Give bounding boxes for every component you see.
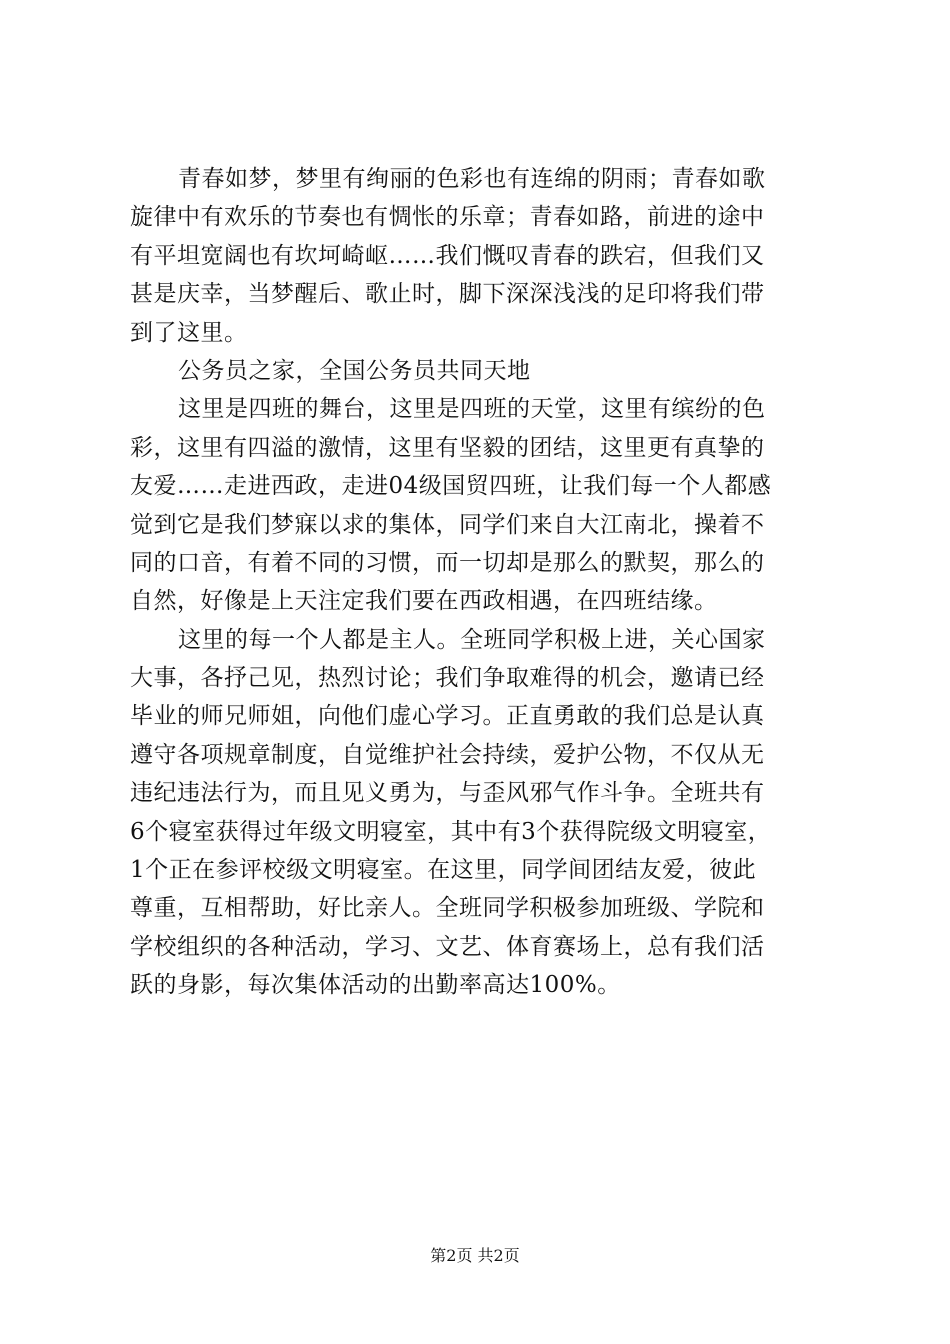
document-body	[130, 160, 830, 1005]
paragraph-line: 1个正在参评校级文明寝室。在这里，同学间团结友爱，彼此	[130, 857, 757, 884]
paragraph-line: 觉到它是我们梦寐以求的集体，同学们来自大江南北，操着不	[130, 511, 765, 538]
paragraph-line: 遵守各项规章制度，自觉维护社会持续，爱护公物，不仅从无	[130, 741, 765, 768]
paragraph-line: 自然，好像是上天注定我们要在西政相遇，在四班结缘。	[130, 588, 718, 615]
paragraph-line: 青春如梦，梦里有绚丽的色彩也有连绵的阴雨；青春如歌	[178, 166, 766, 192]
paragraph-line: 6个寝室获得过年级文明寝室，其中有3个获得院级文明寝室，	[130, 818, 772, 845]
paragraph-line: 有平坦宽阔也有坎坷崎岖……我们慨叹青春的跌宕，但我们又	[130, 242, 765, 269]
paragraph-line: 公务员之家，全国公务员共同天地	[178, 357, 531, 384]
paragraph-line: 甚是庆幸，当梦醒后、歌止时，脚下深深浅浅的足印将我们带	[130, 281, 765, 308]
paragraph-line: 跃的身影，每次集体活动的出勤率高达100%。	[130, 972, 621, 999]
paragraph-line: 到了这里。	[130, 319, 248, 346]
paragraph-line: 违纪违法行为，而且见义勇为，与歪风邪气作斗争。全班共有	[130, 780, 765, 807]
paragraph-line: 同的口音，有着不同的习惯，而一切却是那么的默契，那么的	[130, 549, 765, 576]
paragraph-line: 这里是四班的舞台，这里是四班的天堂，这里有缤纷的色	[178, 396, 766, 423]
page-footer: 第2页 共2页	[430, 1246, 520, 1265]
paragraph-line: 彩，这里有四溢的激情，这里有坚毅的团结，这里更有真挚的	[130, 434, 765, 461]
paragraph-line: 学校组织的各种活动，学习、文艺、体育赛场上，总有我们活	[130, 933, 765, 960]
paragraph-line: 友爱……走进西政，走进04级国贸四班，让我们每一个人都感	[130, 473, 772, 500]
paragraph-line: 尊重，互相帮助，好比亲人。全班同学积极参加班级、学院和	[130, 895, 765, 922]
paragraph-line: 这里的每一个人都是主人。全班同学积极上进，关心国家	[178, 626, 766, 653]
paragraph-line: 大事，各抒己见，热烈讨论；我们争取难得的机会，邀请已经	[130, 665, 765, 692]
paragraph-line: 毕业的师兄师姐，向他们虚心学习。正直勇敢的我们总是认真	[130, 703, 765, 730]
paragraph-line: 旋律中有欢乐的节奏也有惆怅的乐章；青春如路，前进的途中	[130, 204, 765, 231]
